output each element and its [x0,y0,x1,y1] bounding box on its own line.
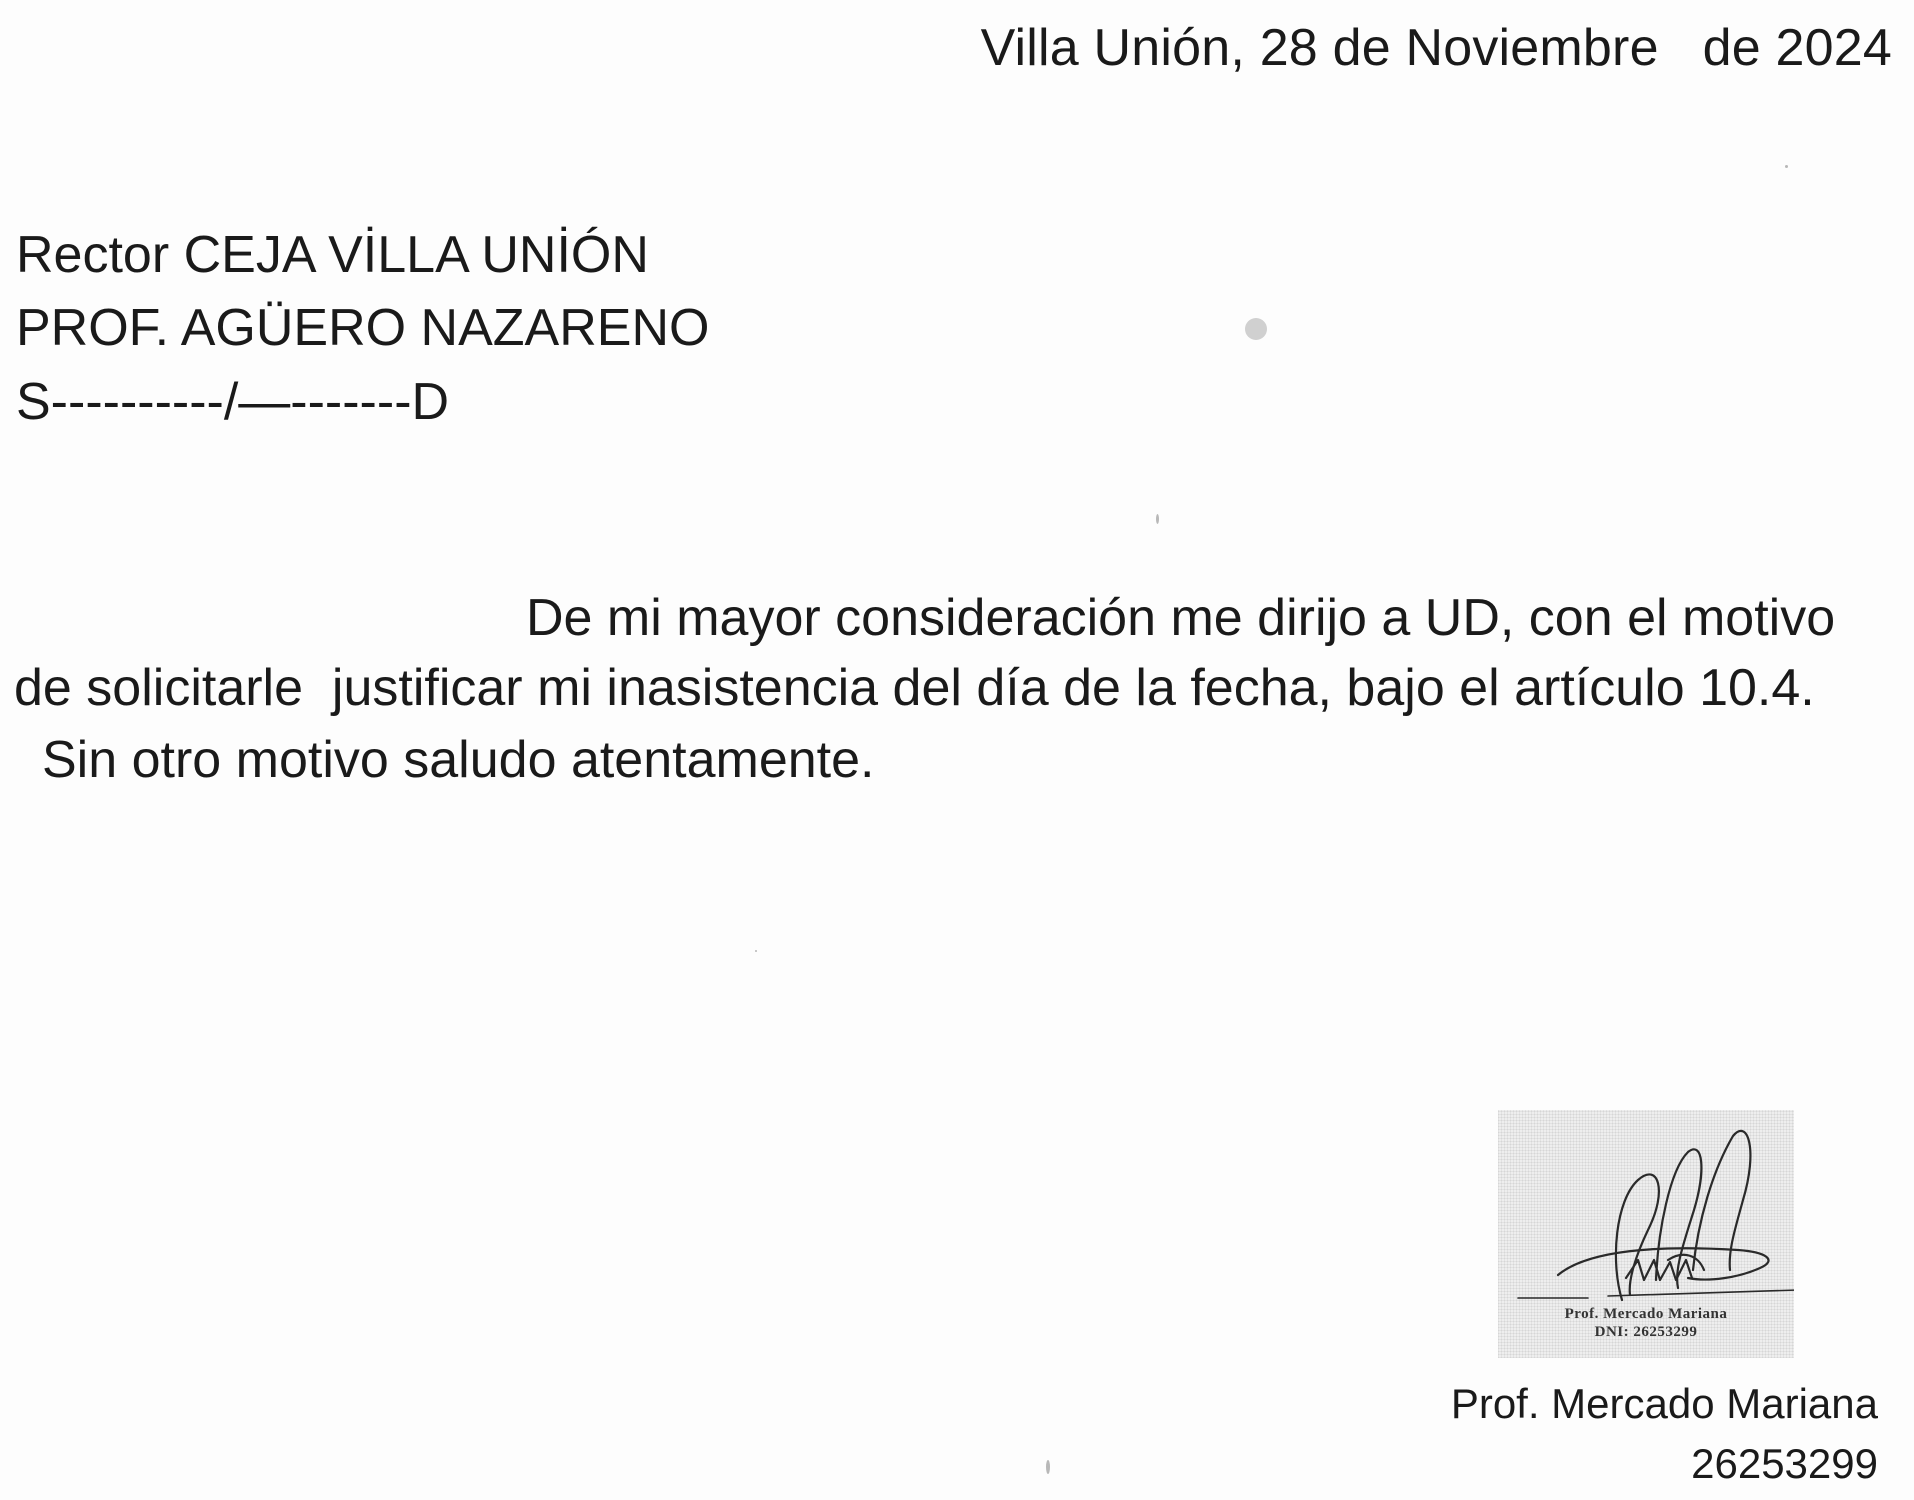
paper-speck [1046,1460,1050,1474]
stamp-name: Prof. Mercado Mariana [1564,1306,1728,1322]
recipient-salutation: S----------/—-------D [16,373,450,431]
signature-stamp [1498,1110,1794,1358]
stamp-dni: DNI: 26253299 [1594,1324,1698,1340]
recipient-name: PROF. AGÜERO NAZARENO [16,299,710,357]
letter-dateline: Villa Unión, 28 de Noviembre de 2024 [980,19,1892,77]
recipient-title: Rector CEJA VİLLA UNİÓN [16,226,649,284]
paper-blemish [1245,318,1267,340]
paper-speck [755,950,757,952]
body-line-3: Sin otro motivo saludo atentamente. [42,731,875,789]
paper-speck [1156,514,1159,524]
body-line-2: de solicitarle justificar mi inasistencia del día de la fecha, bajo el artículo 10.4. [14,659,1815,717]
paper-speck [1785,165,1788,168]
signer-name: Prof. Mercado Mariana [1450,1380,1878,1427]
signer-dni: 26253299 [1691,1440,1878,1487]
body-line-1: De mi mayor consideración me dirijo a UD, con el motivo [526,589,1836,647]
